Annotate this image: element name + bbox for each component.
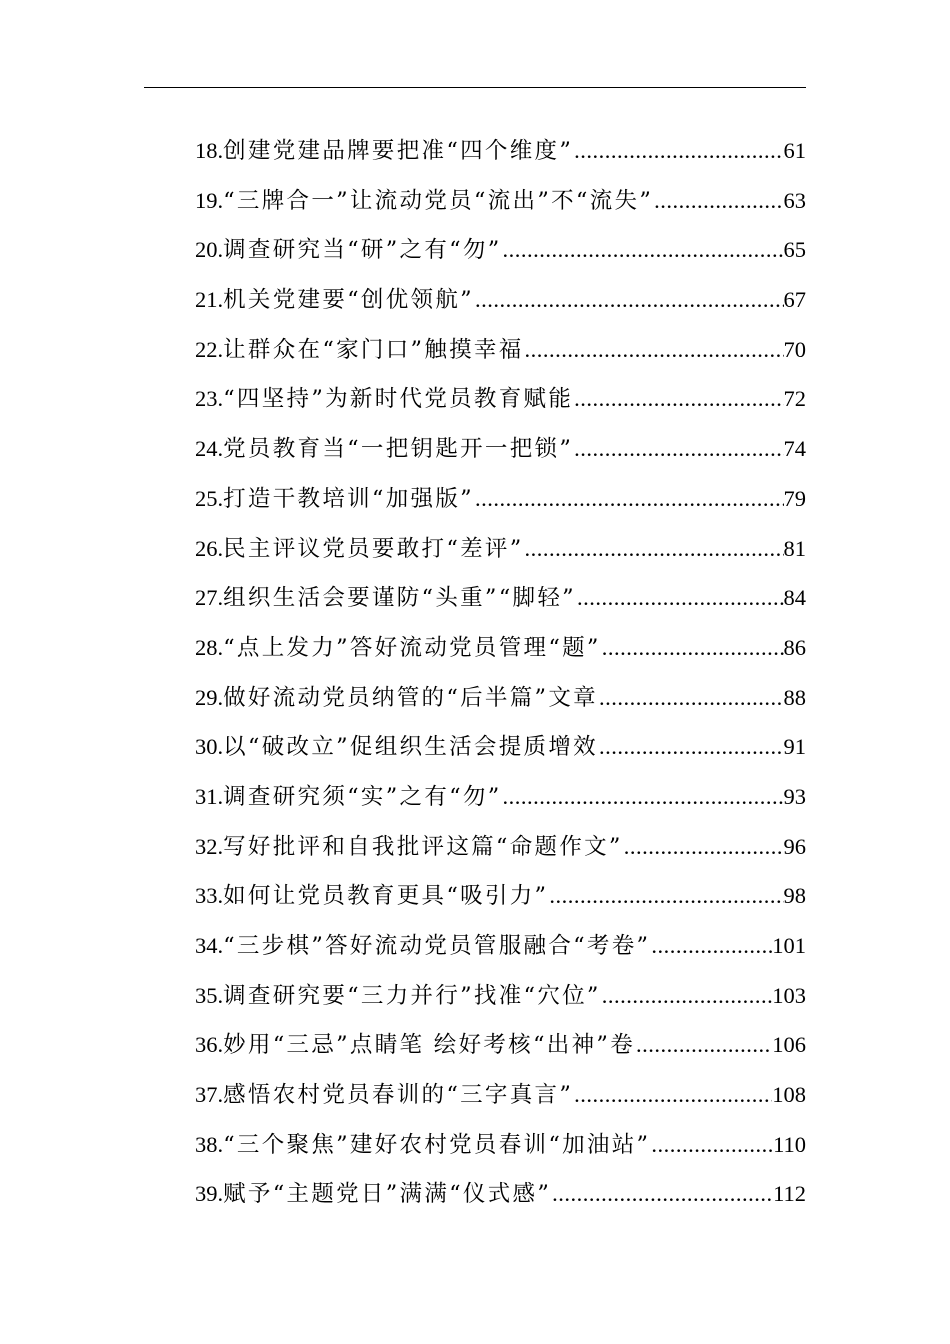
- toc-dot-leader: [573, 1070, 772, 1120]
- toc-entry-number: 32.: [195, 833, 224, 859]
- toc-entry[interactable]: [195, 225, 806, 275]
- toc-entry-number: 33.: [195, 883, 224, 909]
- toc-entry-number: 22.: [195, 336, 224, 362]
- toc-entry-page-number: 101: [772, 933, 806, 958]
- toc-dot-leader: [474, 275, 784, 325]
- toc-entry[interactable]: [195, 1070, 806, 1120]
- toc-entry-number: 38.: [195, 1131, 224, 1157]
- toc-entry-title: 调查研究当“研”之有“勿”: [223, 237, 502, 264]
- toc-entry[interactable]: [195, 971, 806, 1021]
- toc-dot-leader: [524, 524, 784, 574]
- toc-entry-number: 23.: [195, 386, 224, 412]
- toc-entry[interactable]: [195, 1120, 806, 1170]
- toc-entry-title: 如何让党员教育更具“吸引力”: [223, 883, 549, 910]
- toc-dot-leader: [524, 325, 784, 375]
- toc-entry[interactable]: [195, 1169, 806, 1219]
- toc-entry[interactable]: [195, 1020, 806, 1070]
- toc-entry[interactable]: [195, 275, 806, 325]
- toc-entry[interactable]: [195, 474, 806, 524]
- toc-entry-title: 打造干教培训“加强版”: [223, 485, 474, 512]
- toc-entry-number: 21.: [195, 287, 224, 313]
- toc-dot-leader: [573, 374, 783, 424]
- toc-entry-number: 26.: [195, 535, 224, 561]
- toc-entry-page-number: 96: [783, 833, 806, 859]
- toc-entry-title: 让群众在“家门口”触摸幸福: [223, 336, 524, 363]
- toc-dot-leader: [548, 871, 783, 921]
- toc-entry-title: 调查研究要“三力并行”找准“穴位”: [223, 982, 601, 1009]
- toc-entry-title: 写好批评和自我批评这篇“命题作文”: [223, 833, 623, 860]
- header-rule: [144, 87, 806, 88]
- toc-dot-leader: [601, 623, 784, 673]
- toc-entry-title: 民主评议党员要敢打“差评”: [223, 535, 524, 562]
- toc-dot-leader: [474, 474, 784, 524]
- toc-entry-page-number: 103: [772, 982, 806, 1008]
- toc-dot-leader: [601, 971, 773, 1021]
- toc-entry[interactable]: [195, 524, 806, 574]
- toc-dot-leader: [598, 722, 784, 772]
- toc-entry[interactable]: [195, 822, 806, 872]
- toc-entry-title: 组织生活会要谨防“头重”“脚轻”: [223, 585, 576, 612]
- toc-dot-leader: [551, 1169, 773, 1219]
- toc-entry-page-number: 86: [783, 634, 806, 660]
- toc-entry-page-number: 98: [783, 883, 806, 909]
- toc-entry-number: 30.: [195, 734, 224, 760]
- toc-entry-title: “三步棋”答好流动党员管服融合“考卷”: [223, 933, 651, 959]
- toc-dot-leader: [653, 176, 783, 226]
- toc-entry-title: 调查研究须“实”之有“勿”: [223, 783, 502, 810]
- toc-entry-page-number: 63: [783, 187, 806, 213]
- toc-dot-leader: [635, 1020, 772, 1070]
- toc-entry-page-number: 106: [772, 1032, 806, 1058]
- toc-entry-number: 19.: [195, 187, 224, 213]
- toc-entry[interactable]: [195, 722, 806, 772]
- toc-entry-number: 34.: [195, 933, 224, 958]
- toc-entry-page-number: 112: [773, 1181, 806, 1207]
- toc-entry[interactable]: [195, 176, 806, 226]
- toc-entry[interactable]: [195, 126, 806, 176]
- toc-entry-title: 赋予“主题党日”满满“仪式感”: [223, 1181, 552, 1208]
- toc-entry[interactable]: [195, 424, 806, 474]
- toc-entry[interactable]: [195, 871, 806, 921]
- toc-entry-page-number: 70: [783, 336, 806, 362]
- toc-entry-page-number: 74: [783, 436, 806, 462]
- toc-entry-title: 以“破改立”促组织生活会提质增效: [223, 734, 598, 761]
- toc-entry-page-number: 110: [773, 1131, 806, 1157]
- toc-entry-number: 27.: [195, 585, 224, 611]
- toc-entry-number: 29.: [195, 684, 224, 710]
- toc-entry-title: 妙用“三忌”点睛笔 绘好考核“出神”卷: [223, 1032, 635, 1059]
- toc-entry-page-number: 65: [783, 237, 806, 263]
- table-of-contents: [195, 126, 806, 1219]
- toc-dot-leader: [650, 921, 772, 971]
- toc-dot-leader: [650, 1120, 773, 1170]
- toc-entry-number: 37.: [195, 1082, 224, 1108]
- toc-entry-title: “点上发力”答好流动党员管理“题”: [223, 634, 601, 661]
- toc-entry-number: 36.: [195, 1032, 224, 1058]
- toc-entry-title: “三个聚焦”建好农村党员春训“加油站”: [223, 1131, 651, 1158]
- toc-entry[interactable]: [195, 921, 806, 971]
- toc-entry-number: 18.: [195, 138, 224, 163]
- toc-entry-number: 24.: [195, 436, 224, 462]
- toc-entry-page-number: 93: [783, 783, 806, 809]
- toc-entry-number: 25.: [195, 485, 224, 511]
- toc-entry-number: 20.: [195, 237, 224, 263]
- toc-entry-number: 39.: [195, 1181, 224, 1207]
- toc-entry[interactable]: [195, 673, 806, 723]
- toc-entry-title: 创建党建品牌要把准“四个维度”: [223, 138, 574, 164]
- toc-entry-page-number: 67: [783, 287, 806, 313]
- toc-entry-number: 35.: [195, 982, 224, 1008]
- toc-dot-leader: [502, 225, 784, 275]
- toc-entry[interactable]: [195, 573, 806, 623]
- toc-entry-title: “三牌合一”让流动党员“流出”不“流失”: [223, 187, 654, 214]
- toc-dot-leader: [573, 424, 783, 474]
- toc-entry-title: 机关党建要“创优领航”: [223, 287, 474, 314]
- toc-entry-page-number: 88: [783, 684, 806, 710]
- toc-entry[interactable]: [195, 374, 806, 424]
- toc-dot-leader: [502, 772, 784, 822]
- toc-dot-leader: [573, 126, 783, 176]
- toc-entry-page-number: 84: [783, 585, 806, 611]
- toc-entry-page-number: 81: [783, 535, 806, 561]
- toc-entry-page-number: 61: [783, 138, 806, 163]
- toc-dot-leader: [623, 822, 784, 872]
- toc-entry-page-number: 79: [783, 485, 806, 511]
- toc-entry[interactable]: [195, 772, 806, 822]
- toc-dot-leader: [576, 573, 784, 623]
- toc-entry-title: 党员教育当“一把钥匙开一把锁”: [223, 436, 574, 463]
- toc-entry-number: 31.: [195, 783, 224, 809]
- toc-entry-page-number: 91: [783, 734, 806, 760]
- toc-dot-leader: [598, 673, 784, 723]
- toc-entry-title: “四坚持”为新时代党员教育赋能: [223, 386, 574, 413]
- toc-entry-page-number: 72: [783, 386, 806, 412]
- toc-entry[interactable]: [195, 623, 806, 673]
- toc-entry-title: 做好流动党员纳管的“后半篇”文章: [223, 684, 598, 711]
- toc-entry-number: 28.: [195, 634, 224, 660]
- toc-entry[interactable]: [195, 325, 806, 375]
- toc-entry-page-number: 108: [772, 1082, 806, 1108]
- toc-entry-title: 感悟农村党员春训的“三字真言”: [223, 1082, 574, 1109]
